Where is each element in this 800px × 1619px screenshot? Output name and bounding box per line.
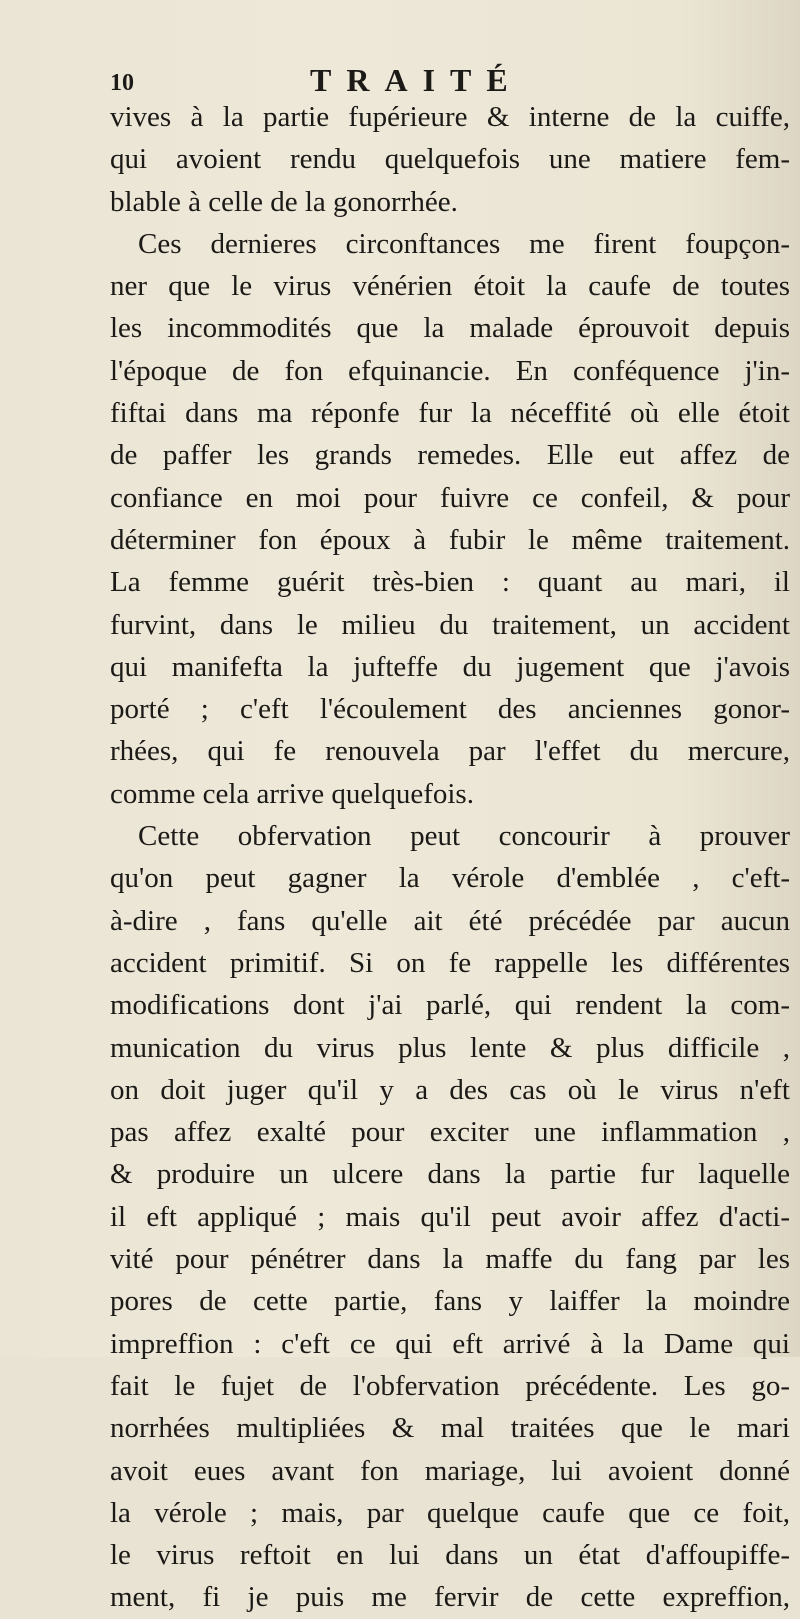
text-line: déterminer fon époux à fubir le même traitement. — [110, 523, 790, 556]
text-line: le virus reftoit en lui dans un état d'affoupiffe- — [110, 1539, 790, 1572]
text-line: accident primitif. Si on fe rappelle les différentes — [110, 946, 790, 979]
text-line: il eft appliqué ; mais qu'il peut avoir affez d'acti- — [110, 1200, 790, 1233]
text-line: ner que le virus vénérien étoit la caufe de toutes — [110, 270, 790, 303]
text-line: norrhées multipliées & mal traitées que le mari — [110, 1412, 790, 1445]
text-line: avoit eues avant fon mariage, lui avoient donné — [110, 1454, 790, 1487]
text-line: fait le fujet de l'obfervation précédente. Les go- — [110, 1369, 790, 1402]
text-line: modifications dont j'ai parlé, qui rendent la com- — [110, 989, 790, 1022]
text-line: pas affez exalté pour exciter une inflammation , — [110, 1116, 790, 1149]
text-line: furvint, dans le milieu du traitement, un accident — [110, 608, 790, 641]
text-line: Ces dernieres circonftances me firent foupçon- — [138, 227, 790, 260]
text-line: Cette obfervation peut concourir à prouver — [138, 820, 790, 853]
text-line: vives à la partie fupérieure & interne de la cuiffe, — [110, 101, 790, 133]
text-line: fiftai dans ma réponfe fur la néceffité où elle étoit — [110, 397, 790, 430]
page-number: 10 — [110, 70, 134, 96]
text-line: les incommodités que la malade éprouvoit depuis — [110, 312, 790, 345]
text-line: & produire un ulcere dans la partie fur laquelle — [110, 1158, 790, 1191]
text-line: qu'on peut gagner la vérole d'emblée , c'eft- — [110, 862, 790, 895]
text-line: à-dire , fans qu'elle ait été précédée par aucun — [110, 904, 790, 937]
text-line: qui manifefta la jufteffe du jugement que j'avois — [110, 650, 790, 683]
text-line: la vérole ; mais, par quelque caufe que ce foit, — [110, 1496, 790, 1529]
text-line: qui avoient rendu quelquefois une matiere fem- — [110, 143, 790, 176]
text-line: munication du virus plus lente & plus difficile , — [110, 1031, 790, 1064]
text-line: blable à celle de la gonorrhée. — [110, 185, 458, 218]
text-line: l'époque de fon efquinancie. En conféquence j'in- — [110, 354, 790, 387]
text-line: porté ; c'eft l'écoulement des anciennes gonor- — [110, 693, 790, 726]
body-text — [110, 96, 790, 1619]
text-line: de paffer les grands remedes. Elle eut affez de — [110, 439, 790, 472]
text-line: La femme guérit très-bien : quant au mari, il — [110, 566, 790, 599]
text-line: comme cela arrive quelquefois. — [110, 777, 474, 810]
text-line: pores de cette partie, fans y laiffer la moindre — [110, 1285, 790, 1318]
text-line: rhées, qui fe renouvela par l'effet du mercure, — [110, 735, 790, 768]
text-line: confiance en moi pour fuivre ce confeil, & pour — [110, 481, 790, 514]
text-line: vité pour pénétrer dans la maffe du fang par les — [110, 1243, 790, 1276]
text-line: on doit juger qu'il y a des cas où le virus n'eft — [110, 1073, 790, 1106]
text-line: impreffion : c'eft ce qui eft arrivé à la Dame qui — [110, 1327, 790, 1360]
running-title: TRAITÉ — [310, 62, 523, 98]
text-line: ment, fi je puis me fervir de cette expreffion, — [110, 1581, 790, 1614]
